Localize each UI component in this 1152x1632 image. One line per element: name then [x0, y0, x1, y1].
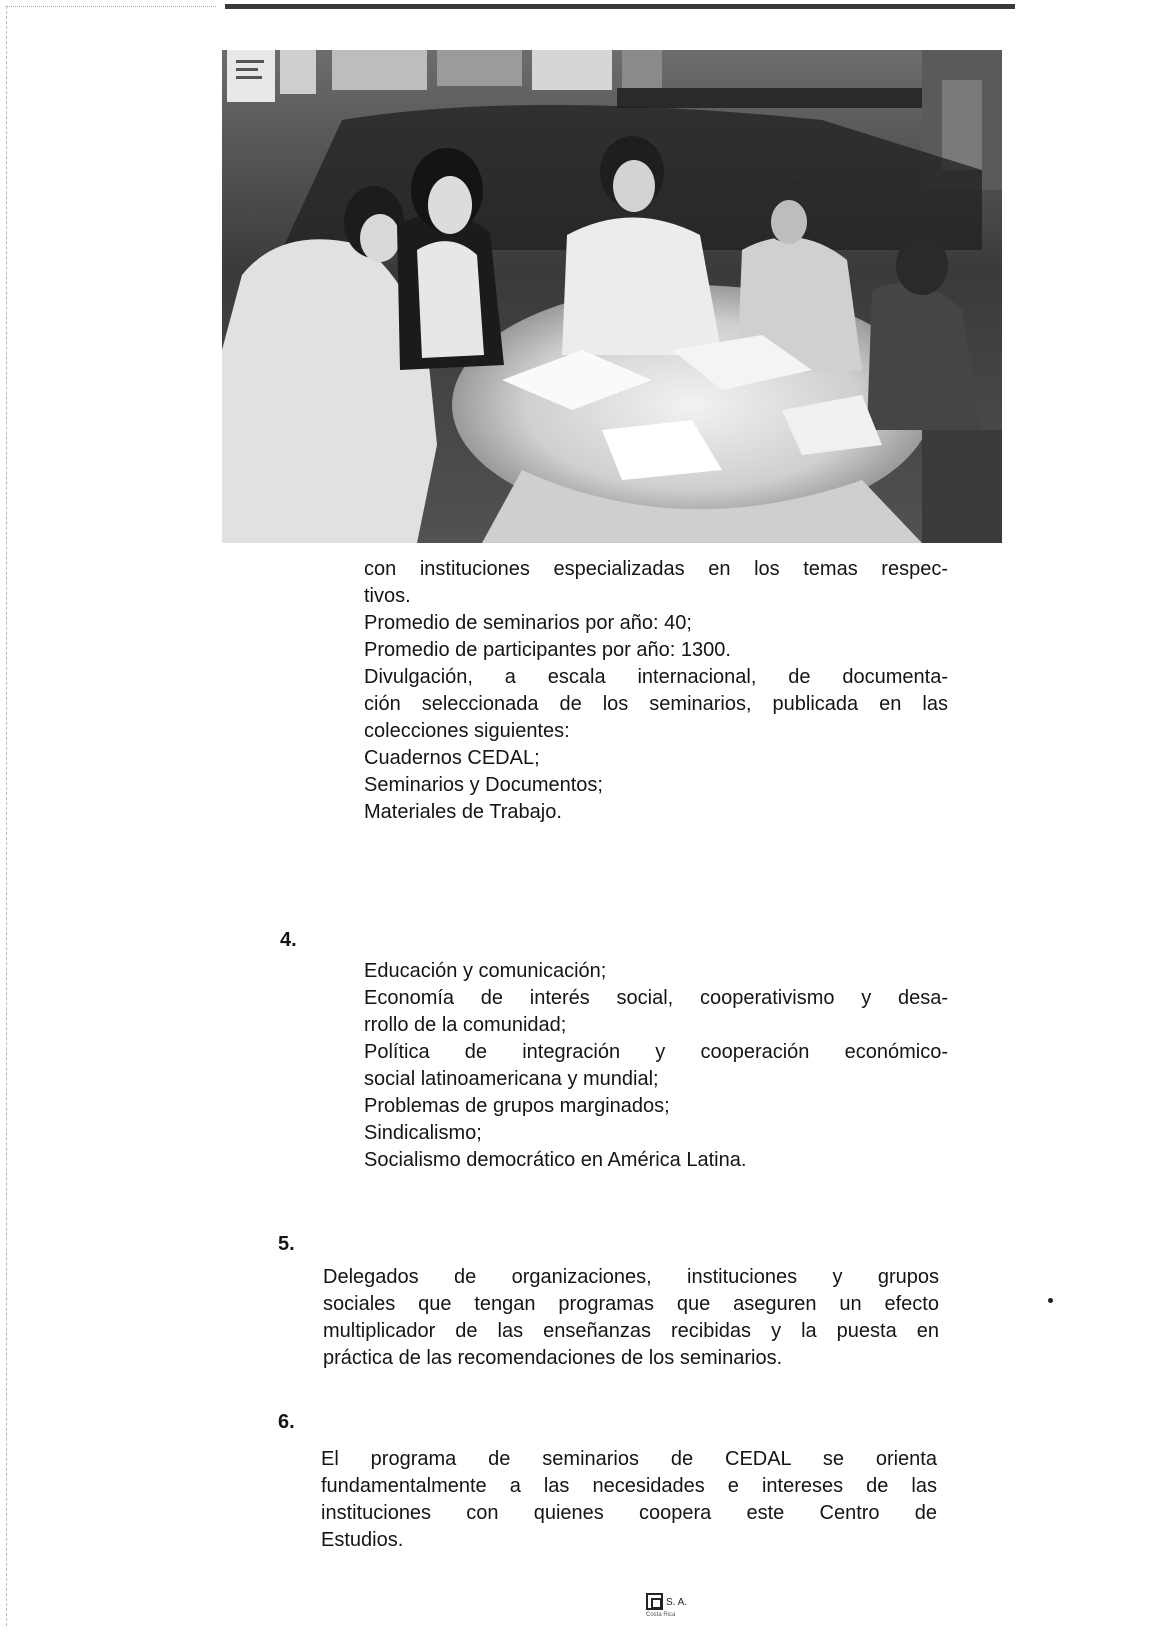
intro-line: con instituciones especializadas en los temas respec-	[364, 558, 948, 580]
section-4-list	[364, 958, 948, 1174]
top-rule	[225, 4, 1015, 9]
section-6-line: fundamentalmente a las necesidades e intereses de las	[321, 1475, 937, 1497]
scan-edge-top	[6, 6, 216, 7]
intro-line: tivos.	[364, 585, 411, 607]
list-item: rrollo de la comunidad;	[364, 1014, 567, 1036]
section-6-line: instituciones con quienes coopera este Centro de	[321, 1502, 937, 1524]
intro-line: Seminarios y Documentos;	[364, 774, 603, 796]
section-number-4: 4.	[280, 929, 297, 951]
intro-line: colecciones siguientes:	[364, 720, 570, 742]
printer-logo	[646, 1593, 718, 1625]
group-discussion-photo	[222, 50, 1002, 543]
list-item: Economía de interés social, cooperativismo y desa-	[364, 987, 948, 1009]
intro-line: Cuadernos CEDAL;	[364, 747, 540, 769]
section-5-line: sociales que tengan programas que aseguren un efecto	[323, 1293, 939, 1315]
printer-logo-subtext: Costa Rica	[646, 1612, 676, 1618]
section-number-5: 5.	[278, 1233, 295, 1255]
section-6-line: El programa de seminarios de CEDAL se orienta	[321, 1448, 937, 1470]
section-5-line: práctica de las recomendaciones de los seminarios.	[323, 1347, 783, 1369]
list-item: social latinoamericana y mundial;	[364, 1068, 659, 1090]
list-item: Educación y comunicación;	[364, 960, 607, 982]
section-number-6: 6.	[278, 1411, 295, 1433]
section-5-line: Delegados de organizaciones, instituciones y grupos	[323, 1266, 939, 1288]
scan-speck	[1048, 1298, 1053, 1303]
photo-illustration	[222, 50, 1002, 543]
intro-paragraph	[364, 556, 948, 826]
printer-logo-text: S. A.	[666, 1597, 688, 1608]
scan-edge-left	[6, 6, 7, 1626]
section-5-paragraph	[323, 1264, 939, 1372]
section-6-line: Estudios.	[321, 1529, 404, 1551]
intro-line: ción seleccionada de los seminarios, publicada en las	[364, 693, 948, 715]
list-item: Socialismo democrático en América Latina.	[364, 1149, 747, 1171]
intro-line: Promedio de participantes por año: 1300.	[364, 639, 731, 661]
intro-line: Promedio de seminarios por año: 40;	[364, 612, 692, 634]
list-item: Política de integración y cooperación económico-	[364, 1041, 948, 1063]
section-5-line: multiplicador de las enseñanzas recibidas y la puesta en	[323, 1320, 939, 1342]
list-item: Sindicalismo;	[364, 1122, 482, 1144]
intro-line: Divulgación, a escala internacional, de documenta-	[364, 666, 948, 688]
list-item: Problemas de grupos marginados;	[364, 1095, 670, 1117]
printer-logo-icon	[646, 1593, 663, 1610]
section-6-paragraph	[321, 1446, 937, 1554]
intro-line: Materiales de Trabajo.	[364, 801, 562, 823]
